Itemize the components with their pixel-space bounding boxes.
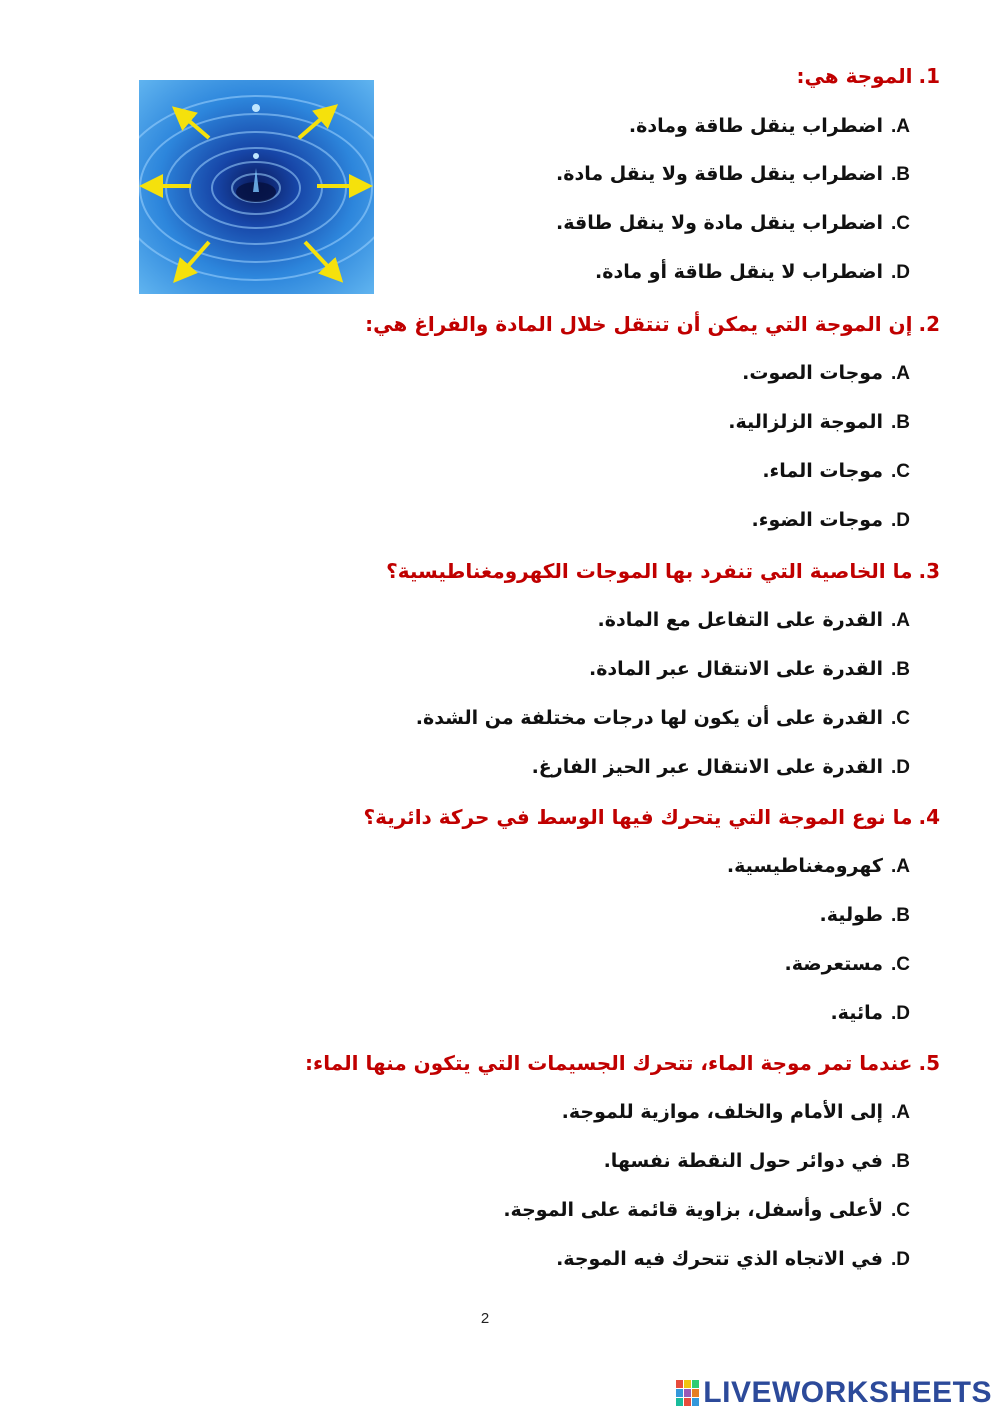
q4-option-a[interactable]: A.كهرومغناطيسية. — [726, 855, 910, 877]
question-text: ما نوع الموجة التي يتحرك فيها الوسط في حركة دائرية؟ — [363, 805, 913, 829]
question-text: ما الخاصية التي تنفرد بها الموجات الكهرومغناطيسية؟ — [386, 559, 913, 583]
question-text: الموجة هي: — [796, 64, 913, 88]
q3-option-b[interactable]: B.القدرة على الانتقال عبر المادة. — [589, 658, 910, 680]
liveworksheets-logo[interactable] — [676, 1376, 992, 1410]
logo-blocks-icon — [676, 1380, 699, 1406]
q2-option-d[interactable]: D.موجات الضوء. — [751, 509, 910, 531]
q4-option-b[interactable]: B.طولية. — [819, 904, 910, 926]
question-number: 2. — [918, 312, 940, 336]
q3-option-d[interactable]: D.القدرة على الانتقال عبر الحيز الفارغ. — [531, 756, 910, 778]
question-4 — [364, 804, 941, 830]
question-2 — [365, 311, 940, 337]
q2-option-b[interactable]: B.الموجة الزلزالية. — [728, 411, 910, 433]
q5-option-b[interactable]: B.في دوائر حول النقطة نفسها. — [603, 1150, 910, 1172]
question-number: 4. — [918, 805, 940, 829]
q1-option-d[interactable]: D.اضطراب لا ينقل طاقة أو مادة. — [595, 261, 910, 283]
q1-option-a[interactable]: A.اضطراب ينقل طاقة ومادة. — [628, 115, 910, 137]
question-number: 3. — [918, 559, 940, 583]
question-text: إن الموجة التي يمكن أن تنتقل خلال المادة والفراغ هي: — [365, 312, 913, 336]
q2-option-c[interactable]: C.موجات الماء. — [762, 460, 910, 482]
q3-option-a[interactable]: A.القدرة على التفاعل مع المادة. — [597, 609, 910, 631]
water-ripple-image — [139, 80, 374, 294]
question-1 — [797, 63, 940, 89]
page-number: 2 — [480, 1310, 490, 1327]
q1-option-c[interactable]: C.اضطراب ينقل مادة ولا ينقل طاقة. — [556, 212, 910, 234]
q3-option-c[interactable]: C.القدرة على أن يكون لها درجات مختلفة من الشدة. — [415, 707, 910, 729]
question-text: عندما تمر موجة الماء، تتحرك الجسيمات التي يتكون منها الماء: — [304, 1051, 913, 1075]
q5-option-c[interactable]: C.لأعلى وأسفل، بزاوية قائمة على الموجة. — [503, 1199, 910, 1221]
question-number: 5. — [918, 1051, 940, 1075]
q4-option-d[interactable]: D.مائية. — [830, 1002, 910, 1024]
question-3 — [386, 558, 940, 584]
q2-option-a[interactable]: A.موجات الصوت. — [742, 362, 910, 384]
q5-option-a[interactable]: A.إلى الأمام والخلف، موازية للموجة. — [561, 1101, 910, 1123]
q5-option-d[interactable]: D.في الاتجاه الذي تتحرك فيه الموجة. — [556, 1248, 910, 1270]
q1-option-b[interactable]: B.اضطراب ينقل طاقة ولا ينقل مادة. — [556, 163, 910, 185]
question-5 — [305, 1050, 940, 1076]
brand-text: LIVEWORKSHEETS — [703, 1376, 992, 1409]
question-number: 1. — [918, 64, 940, 88]
q4-option-c[interactable]: C.مستعرضة. — [784, 953, 910, 975]
